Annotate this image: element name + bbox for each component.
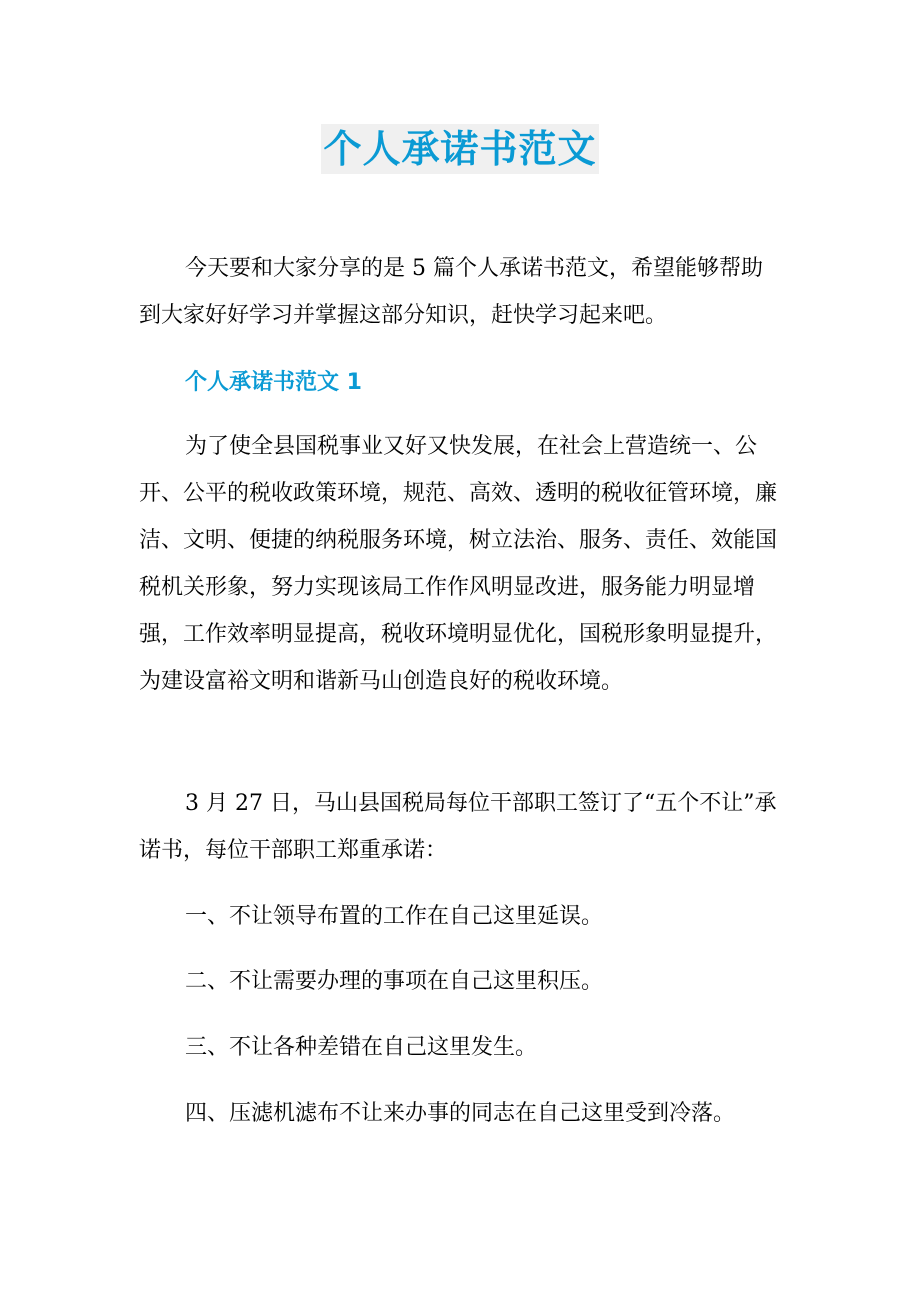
section-heading: 个人承诺书范文 1: [185, 370, 362, 395]
promise-item-2: 二、不让需要办理的事项在自己这里积压。: [185, 969, 604, 994]
body-paragraph-1: 为了使全县国税事业又好又快发展，在社会上营造统一、公开、公平的税收政策环境，规范、高效、透明的税收征管环境，廉洁、文明、便捷的纳税服务环境，树立法治、服务、责任、效能国税机关形象，努力实现该局工作作风明显改进，服务能力明显增强，工作效率明显提高，税收环境明显优化，国税形象明显提升，为建设富裕文明和谐新马山创造良好的税收环境。: [139, 434, 778, 694]
document-title: 个人承诺书范文: [321, 124, 598, 174]
promise-item-1: 一、不让领导布置的工作在自己这里延误。: [185, 904, 604, 929]
promise-item-3: 三、不让各种差错在自己这里发生。: [185, 1035, 538, 1060]
title-container: [0, 124, 920, 174]
intro-paragraph: 今天要和大家分享的是 5 篇个人承诺书范文，希望能够帮助到大家好好学习并掌握这部分知识，赶快学习起来吧。: [139, 256, 763, 328]
promise-item-4: 四、压滤机滤布不让来办事的同志在自己这里受到冷落。: [185, 1101, 736, 1126]
body-paragraph-2: 3 月 27 日，马山县国税局每位干部职工签订了“五个不让”承诺书，每位干部职工郑重承诺：: [139, 791, 777, 863]
